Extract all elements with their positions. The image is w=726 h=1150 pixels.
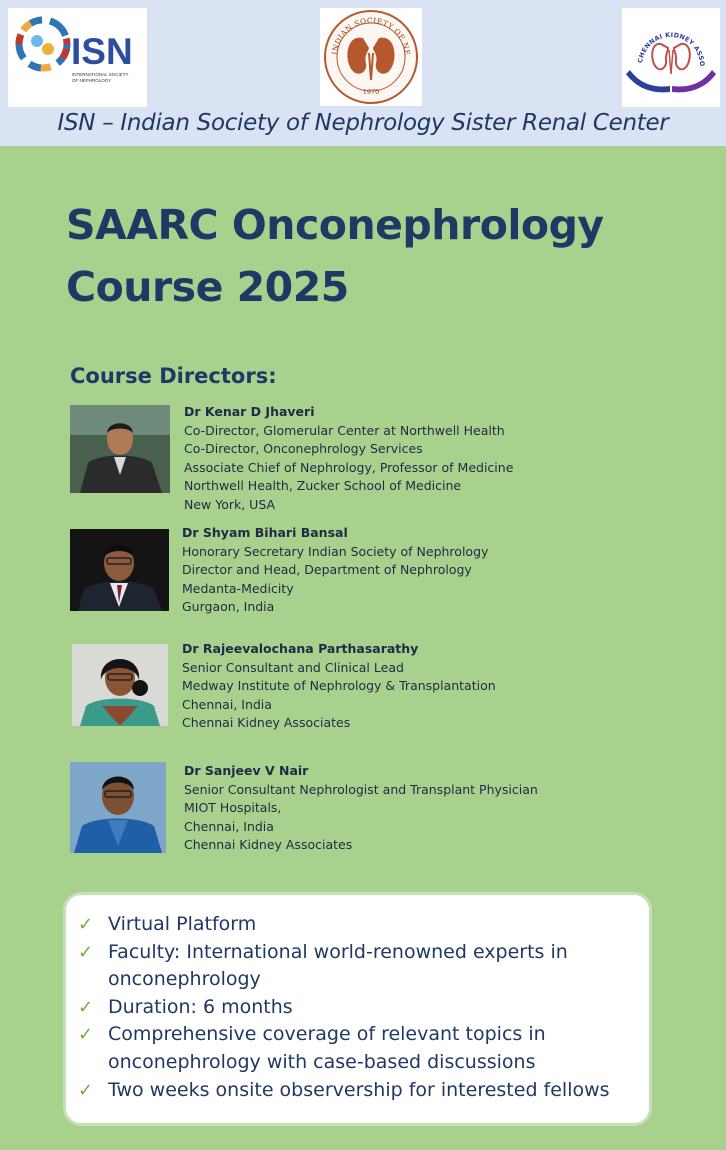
header-band — [0, 0, 726, 146]
svg-text:OF NEPHROLOGY: OF NEPHROLOGY — [72, 78, 112, 83]
director-line: Senior Consultant and Clinical Lead — [182, 659, 404, 675]
person-photo-icon — [70, 762, 166, 853]
director-line: Director and Head, Department of Nephrology — [182, 562, 472, 578]
director-name: Dr Kenar D Jhaveri — [184, 404, 315, 419]
person-photo-icon — [72, 644, 168, 726]
feature-item — [78, 994, 638, 1022]
director-info — [182, 524, 488, 617]
course-title — [66, 194, 686, 318]
director-line: Chennai, India — [182, 696, 272, 712]
feature-item — [78, 939, 638, 994]
course-directors-heading: Course Directors: — [70, 364, 277, 388]
svg-text:1970: 1970 — [362, 88, 380, 96]
svg-text:ISN: ISN — [71, 31, 133, 72]
kidney-logo-icon — [320, 8, 422, 106]
check-icon: ✓ — [78, 914, 94, 935]
director-line: Gurgaon, India — [182, 599, 275, 615]
director-line: Co-Director, Onconephrology Services — [184, 441, 423, 457]
director-line: Senior Consultant Nephrologist and Transplant Physician — [184, 781, 538, 797]
hands-kidney-logo-icon — [622, 8, 720, 107]
director-photo — [70, 762, 166, 853]
director-name: Dr Rajeevalochana Parthasarathy — [182, 641, 419, 656]
feature-text: Two weeks onsite observership for interested fellows — [108, 1078, 610, 1101]
isn-logo — [8, 8, 147, 107]
director-line: Chennai Kidney Associates — [182, 715, 351, 731]
svg-text:INDIAN SOCIETY OF NEPHROLOGY: INDIAN SOCIETY OF NE — [330, 15, 413, 56]
svg-text:CHENNAI KIDNEY ASSOCIATES: CHENNAI KIDNEY ASSO — [636, 30, 707, 67]
director-line: MIOT Hospitals, — [184, 800, 282, 816]
director-photo — [70, 529, 169, 611]
feature-text: Comprehensive coverage of relevant topics in onconephrology with case-based discussions — [108, 1023, 546, 1073]
feature-item — [78, 1077, 638, 1105]
feature-item — [78, 1021, 638, 1076]
director-line: Associate Chief of Nephrology, Professor of Medicine — [184, 459, 514, 475]
feature-text: Faculty: International world-renowned experts in onconephrology — [108, 940, 568, 991]
director-info — [184, 762, 538, 855]
director-info — [184, 403, 513, 515]
svg-text:INTERNATIONAL SOCIETY: INTERNATIONAL SOCIETY — [72, 72, 129, 77]
director-line: Chennai, India — [184, 818, 274, 834]
director-line: New York, USA — [184, 496, 276, 512]
person-photo-icon — [70, 529, 169, 611]
director-photo — [70, 405, 170, 493]
check-icon: ✓ — [78, 1024, 94, 1046]
director-photo — [72, 644, 168, 726]
feature-text: Virtual Platform — [108, 913, 257, 935]
feature-item — [78, 911, 638, 939]
check-icon: ✓ — [78, 941, 94, 963]
director-name: Dr Shyam Bihari Bansal — [182, 525, 348, 540]
director-name: Dr Sanjeev V Nair — [184, 763, 309, 778]
course-title-line1: SAARC Onconephrology — [66, 201, 604, 249]
course-title-line2: Course 2025 — [66, 263, 349, 311]
director-line: Northwell Health, Zucker School of Medicine — [184, 478, 462, 494]
header-subtitle: ISN – Indian Society of Nephrology Sister Renal Center — [57, 110, 669, 136]
course-features-box — [63, 892, 652, 1126]
director-line: Co-Director, Glomerular Center at Northwell Health — [184, 422, 505, 438]
cka-logo — [622, 8, 720, 107]
check-icon: ✓ — [78, 1079, 94, 1101]
check-icon: ✓ — [78, 996, 94, 1018]
features-list — [78, 911, 638, 1104]
director-line: Medway Institute of Nephrology & Transplantation — [182, 678, 496, 694]
person-photo-icon — [70, 405, 170, 493]
isn-india-logo — [320, 8, 422, 106]
director-info — [182, 640, 496, 733]
director-line: Medanta-Medicity — [182, 580, 294, 596]
director-line: Honorary Secretary Indian Society of Nephrology — [182, 543, 489, 559]
isn-logo-icon — [8, 8, 147, 107]
feature-text: Duration: 6 months — [108, 995, 293, 1018]
director-line: Chennai Kidney Associates — [184, 837, 353, 853]
